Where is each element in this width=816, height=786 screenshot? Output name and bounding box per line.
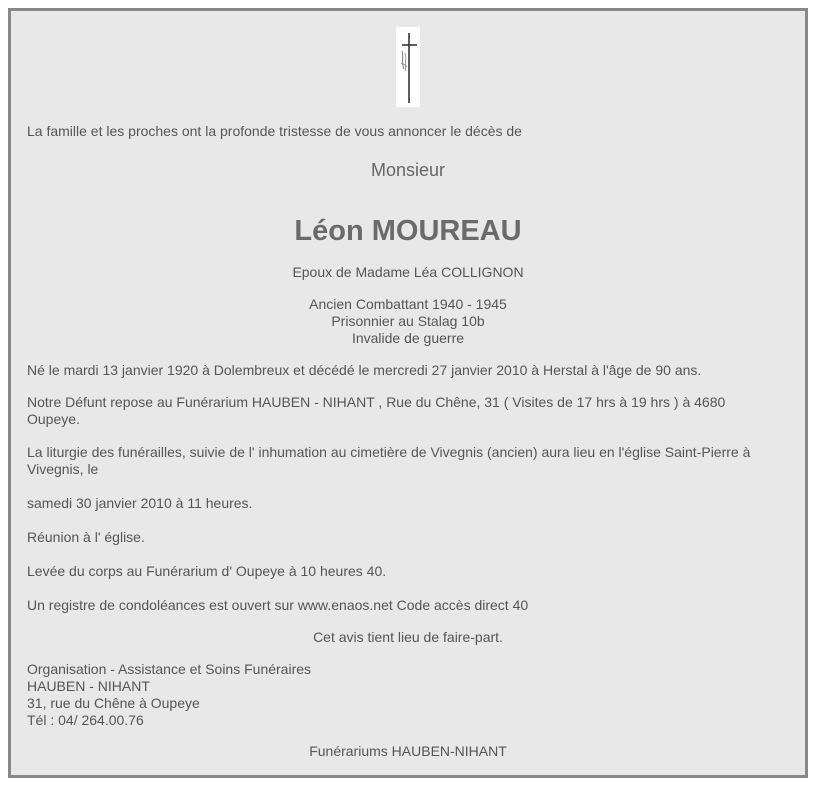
deceased-name: Léon MOUREAU <box>294 215 522 247</box>
registry-text: Un registre de condoléances est ouvert sur www.enaos.net Code accès direct 40 <box>27 597 529 613</box>
organisation-line: Tél : 04/ 264.00.76 <box>27 712 144 728</box>
honor-line: Ancien Combattant 1940 - 1945 <box>309 296 507 312</box>
liturgy-text-line: La liturgie des funérailles, suivie de l' inhumation au cimetière de Vivegnis (ancien) aura lieu en l'église Saint-Pierre à <box>27 444 751 460</box>
notice-text: Cet avis tient lieu de faire-part. <box>313 629 503 645</box>
obituary-card <box>8 8 808 778</box>
body-removal-text: Levée du corps au Funérarium d' Oupeye à 10 heures 40. <box>27 563 387 579</box>
repose-text-line: Oupeye. <box>27 411 80 427</box>
honor-line: Prisonnier au Stalag 10b <box>331 313 485 329</box>
organisation-line: Organisation - Assistance et Soins Funéraires <box>27 661 312 677</box>
footer-text: Funérariums HAUBEN-NIHANT <box>309 743 507 759</box>
repose-text-line: Notre Défunt repose au Funérarium HAUBEN - NIHANT , Rue du Chêne, 31 ( Visites de 17 hrs à 19 hrs ) à 4680 <box>27 394 726 410</box>
ceremony-date: samedi 30 janvier 2010 à 11 heures. <box>27 495 253 511</box>
liturgy-text-line: Vivegnis, le <box>27 461 99 477</box>
honor-line: Invalide de guerre <box>351 330 465 346</box>
cross-emblem-icon <box>396 27 420 107</box>
honorific-title: Monsieur <box>370 160 446 180</box>
organisation-line: 31, rue du Chêne à Oupeye <box>27 695 200 711</box>
organisation-line: HAUBEN - NIHANT <box>27 678 150 694</box>
birth-death-text: Né le mardi 13 janvier 1920 à Dolembreux et décédé le mercredi 27 janvier 2010 à Herstal à l'âge de 90 ans. <box>27 362 702 378</box>
intro-text: La famille et les proches ont la profonde tristesse de vous annoncer le décès de <box>27 123 522 139</box>
cross-icon <box>396 27 420 107</box>
spouse-text: Epoux de Madame Léa COLLIGNON <box>292 264 524 280</box>
meeting-text: Réunion à l' église. <box>27 529 145 545</box>
